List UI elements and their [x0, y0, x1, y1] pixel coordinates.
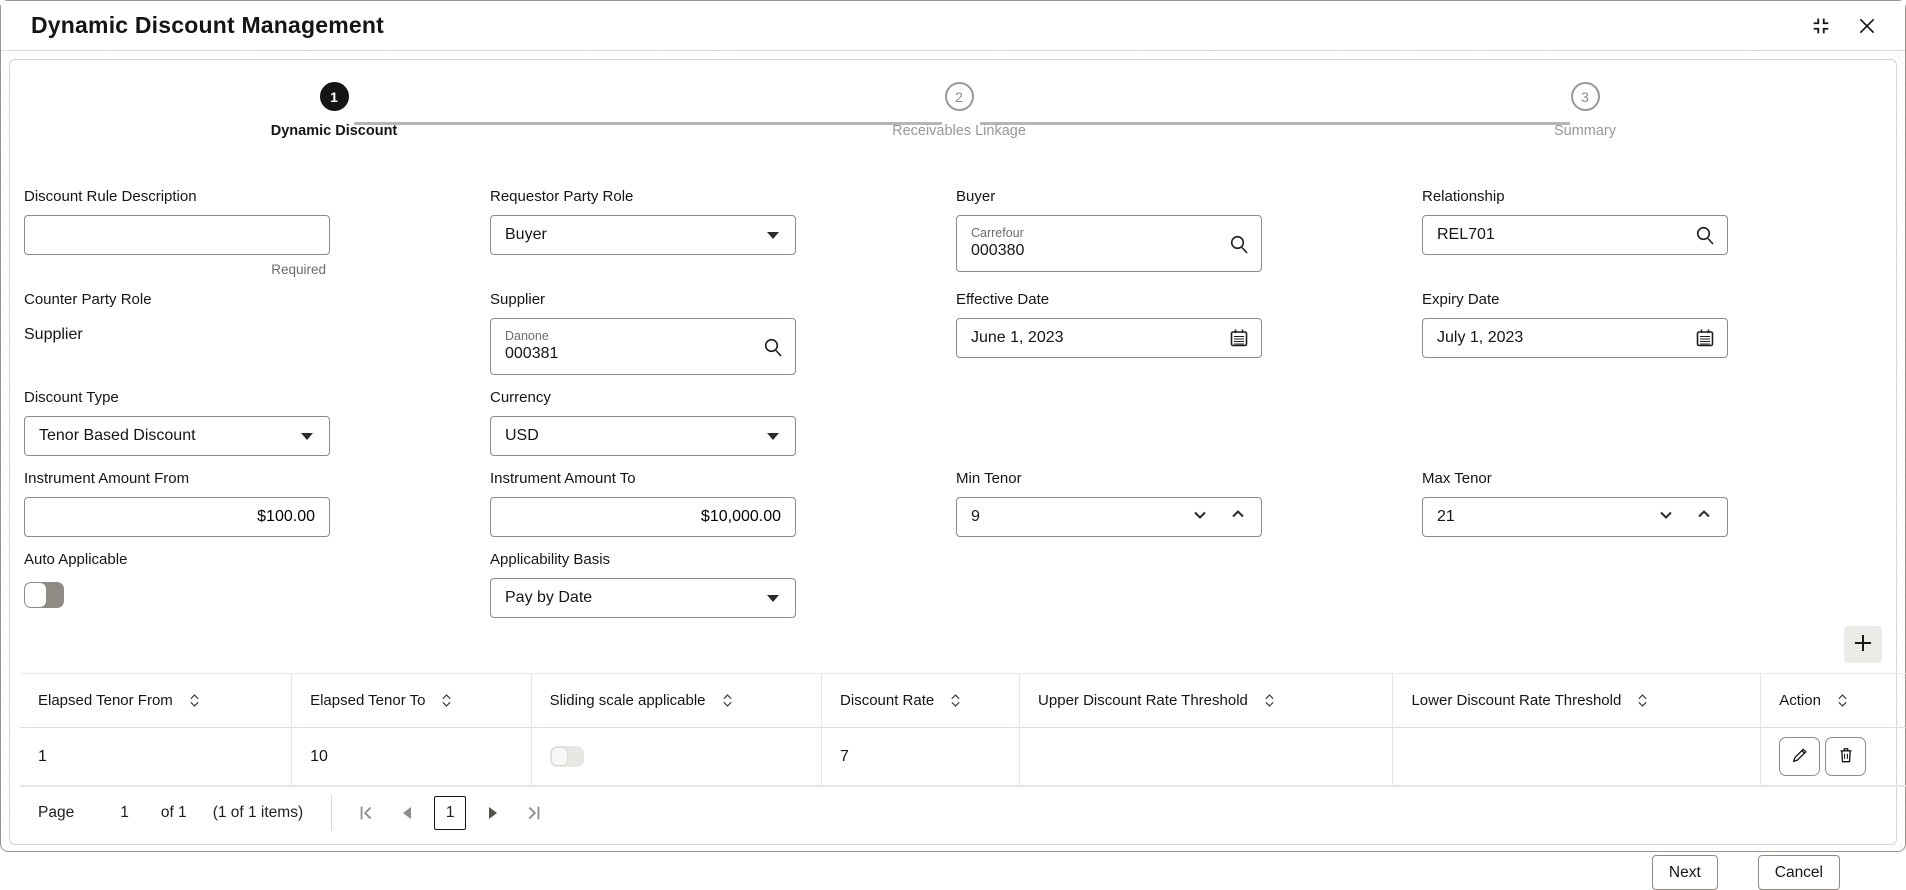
delete-row-button[interactable]	[1825, 737, 1866, 776]
col-sliding-scale-applicable[interactable]: Sliding scale applicable	[531, 674, 821, 728]
cell-elapsed-tenor-to: 10	[292, 728, 532, 787]
buyer-code: 000380	[971, 242, 1025, 260]
discount-form	[10, 182, 1896, 618]
step-summary[interactable]	[1425, 82, 1745, 139]
col-upper-discount-rate-threshold[interactable]: Upper Discount Rate Threshold	[1020, 674, 1393, 728]
search-icon[interactable]	[1227, 232, 1251, 256]
effective-date-label: Effective Date	[956, 291, 1050, 308]
supplier-lookup-field[interactable]	[490, 318, 796, 375]
cell-discount-rate: 7	[822, 728, 1020, 787]
increment-icon[interactable]	[1229, 506, 1247, 529]
chevron-down-icon	[767, 232, 779, 239]
requestor-party-role-select[interactable]	[490, 215, 796, 255]
relationship-label: Relationship	[1422, 188, 1505, 205]
min-tenor-value: 9	[971, 508, 980, 525]
instrument-amount-to-input[interactable]	[505, 498, 781, 536]
discount-type-select[interactable]	[24, 416, 330, 456]
supplier-name: Danone	[505, 329, 549, 344]
col-elapsed-tenor-to[interactable]: Elapsed Tenor To	[292, 674, 532, 728]
applicability-basis-select[interactable]	[490, 578, 796, 618]
counter-party-role-label: Counter Party Role	[24, 291, 152, 308]
step-receivables-linkage[interactable]	[799, 82, 1119, 139]
chevron-down-icon	[767, 595, 779, 602]
applicability-basis-label: Applicability Basis	[490, 551, 611, 568]
wizard-stepper	[10, 82, 1896, 182]
titlebar	[1, 1, 1905, 51]
sort-icon[interactable]	[1837, 693, 1848, 708]
page-of-text: of 1	[160, 804, 187, 821]
col-action[interactable]: Action	[1761, 674, 1906, 728]
add-row-button[interactable]	[1844, 626, 1882, 663]
cell-sliding-scale-applicable	[531, 728, 821, 787]
collapse-icon[interactable]	[1809, 14, 1833, 38]
instrument-amount-from-label: Instrument Amount From	[24, 470, 190, 487]
buyer-label: Buyer	[956, 188, 996, 205]
sliding-scale-toggle	[550, 746, 584, 767]
sort-icon[interactable]	[1264, 693, 1275, 708]
relationship-lookup-field[interactable]	[1422, 215, 1728, 255]
decrement-icon[interactable]	[1191, 506, 1209, 529]
min-tenor-stepper[interactable]	[956, 497, 1262, 537]
discount-rule-description-input[interactable]	[39, 216, 315, 254]
sort-icon[interactable]	[441, 693, 452, 708]
step-number-badge: 2	[945, 82, 974, 111]
edit-row-button[interactable]	[1779, 737, 1820, 776]
step-label: Summary	[1553, 123, 1617, 139]
page-number[interactable]: 1	[120, 804, 129, 821]
buyer-name: Carrefour	[971, 226, 1024, 241]
expiry-date-label: Expiry Date	[1422, 291, 1500, 308]
supplier-label: Supplier	[490, 291, 546, 308]
pagination-bar	[20, 787, 1886, 839]
cell-lower-discount-rate-threshold	[1393, 728, 1761, 787]
requestor-party-role-value: Buyer	[505, 226, 547, 243]
search-icon[interactable]	[761, 335, 785, 359]
decrement-icon[interactable]	[1657, 506, 1675, 529]
tenor-discount-table	[20, 673, 1906, 787]
plus-icon	[1851, 631, 1875, 658]
next-page-icon[interactable]	[480, 800, 506, 826]
supplier-code: 000381	[505, 345, 559, 363]
page-label: Page	[38, 804, 75, 821]
sort-icon[interactable]	[189, 693, 200, 708]
first-page-icon[interactable]	[354, 800, 380, 826]
table-header-row	[20, 674, 1906, 728]
effective-date-field[interactable]	[956, 318, 1262, 358]
expiry-date-value: July 1, 2023	[1437, 329, 1524, 346]
buyer-lookup-field[interactable]	[956, 215, 1262, 272]
requestor-party-role-label: Requestor Party Role	[490, 188, 634, 205]
relationship-value: REL701	[1437, 226, 1495, 243]
max-tenor-value: 21	[1437, 508, 1455, 525]
pagination-divider	[331, 795, 332, 831]
cell-upper-discount-rate-threshold	[1020, 728, 1393, 787]
cell-action	[1761, 728, 1906, 787]
min-tenor-label: Min Tenor	[956, 470, 1022, 487]
previous-page-icon[interactable]	[394, 800, 420, 826]
step-label: Dynamic Discount	[270, 123, 398, 139]
step-number-badge: 1	[320, 82, 349, 111]
required-hint: Required	[271, 262, 326, 277]
max-tenor-stepper[interactable]	[1422, 497, 1728, 537]
chevron-down-icon	[301, 433, 313, 440]
expiry-date-field[interactable]	[1422, 318, 1728, 358]
col-discount-rate[interactable]: Discount Rate	[822, 674, 1020, 728]
auto-applicable-label: Auto Applicable	[24, 551, 128, 568]
effective-date-value: June 1, 2023	[971, 329, 1064, 346]
currency-label: Currency	[490, 389, 551, 406]
calendar-icon[interactable]	[1693, 326, 1717, 350]
cell-elapsed-tenor-from: 1	[20, 728, 292, 787]
currency-select[interactable]	[490, 416, 796, 456]
discount-rule-description-label: Discount Rule Description	[24, 188, 197, 205]
trash-icon	[1836, 745, 1856, 768]
current-page-box[interactable]: 1	[434, 796, 466, 830]
max-tenor-label: Max Tenor	[1422, 470, 1492, 487]
increment-icon[interactable]	[1695, 506, 1713, 529]
search-icon[interactable]	[1693, 223, 1717, 247]
page-title: Dynamic Discount Management	[31, 12, 385, 38]
discount-type-label: Discount Type	[24, 389, 119, 406]
sort-icon[interactable]	[722, 693, 733, 708]
cancel-button[interactable]: Cancel	[1758, 855, 1840, 890]
step-label: Receivables Linkage	[892, 123, 1026, 139]
sort-icon[interactable]	[950, 693, 961, 708]
step-dynamic-discount[interactable]	[174, 82, 494, 139]
counter-party-role-value: Supplier	[24, 326, 83, 343]
sort-icon[interactable]	[1637, 693, 1648, 708]
calendar-icon[interactable]	[1227, 326, 1251, 350]
currency-value: USD	[505, 427, 539, 444]
instrument-amount-from-input[interactable]	[39, 498, 315, 536]
table-row[interactable]	[20, 728, 1906, 787]
window-controls	[1809, 14, 1879, 38]
col-lower-discount-rate-threshold[interactable]: Lower Discount Rate Threshold	[1393, 674, 1761, 728]
step-number-badge: 3	[1571, 82, 1600, 111]
auto-applicable-toggle[interactable]	[24, 582, 64, 608]
discount-type-value: Tenor Based Discount	[39, 427, 196, 444]
chevron-down-icon	[767, 433, 779, 440]
col-elapsed-tenor-from[interactable]: Elapsed Tenor From	[20, 674, 292, 728]
footer-actions	[10, 839, 1896, 890]
next-button[interactable]: Next	[1652, 855, 1718, 890]
instrument-amount-to-label: Instrument Amount To	[490, 470, 636, 487]
applicability-basis-value: Pay by Date	[505, 589, 593, 606]
content-panel	[9, 59, 1897, 881]
pencil-icon	[1790, 745, 1810, 768]
items-count-text: (1 of 1 items)	[212, 804, 304, 821]
last-page-icon[interactable]	[520, 800, 546, 826]
close-icon[interactable]	[1855, 14, 1879, 38]
